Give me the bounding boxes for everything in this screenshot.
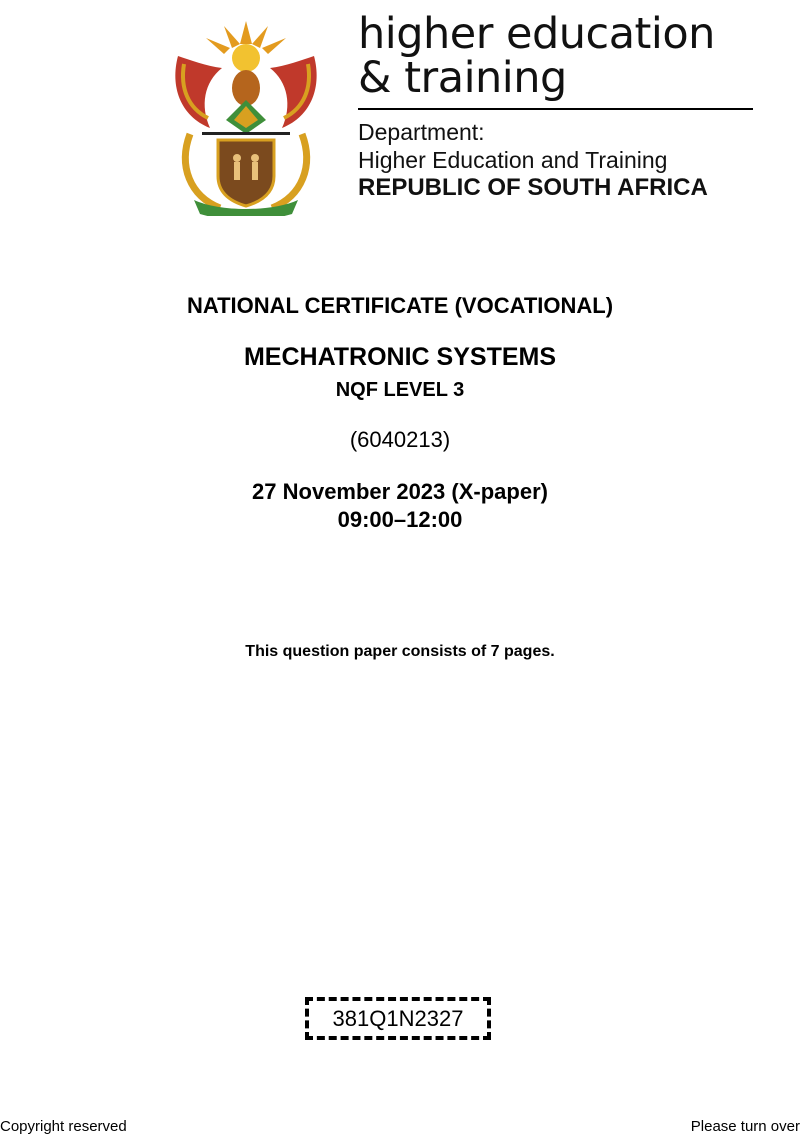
republic-name: REPUBLIC OF SOUTH AFRICA bbox=[358, 174, 708, 201]
nqf-level: NQF LEVEL 3 bbox=[335, 379, 465, 401]
coat-of-arms-icon bbox=[160, 16, 332, 216]
department-brand bbox=[358, 9, 758, 202]
subject-code: (6040213) bbox=[349, 427, 451, 452]
certificate-title: NATIONAL CERTIFICATE (VOCATIONAL) bbox=[186, 293, 614, 318]
exam-date: 27 November 2023 (X-paper) bbox=[252, 479, 548, 504]
department-name: Higher Education and Training bbox=[358, 147, 668, 173]
footer-copyright: Copyright reserved bbox=[0, 1118, 127, 1135]
exam-time: 09:00–12:00 bbox=[337, 507, 463, 532]
pages-note: This question paper consists of 7 pages. bbox=[245, 643, 555, 660]
exam-schedule bbox=[0, 478, 800, 534]
subject-title: MECHATRONIC SYSTEMS bbox=[243, 343, 557, 371]
department-label: Department: bbox=[358, 119, 485, 145]
brand-divider bbox=[358, 108, 753, 110]
brand-line-1: higher education bbox=[358, 9, 715, 59]
footer-turn-over: Please turn over bbox=[690, 1118, 800, 1135]
brand-line-2: & training bbox=[358, 53, 567, 103]
paper-code-box: 381Q1N2327 bbox=[305, 997, 491, 1040]
